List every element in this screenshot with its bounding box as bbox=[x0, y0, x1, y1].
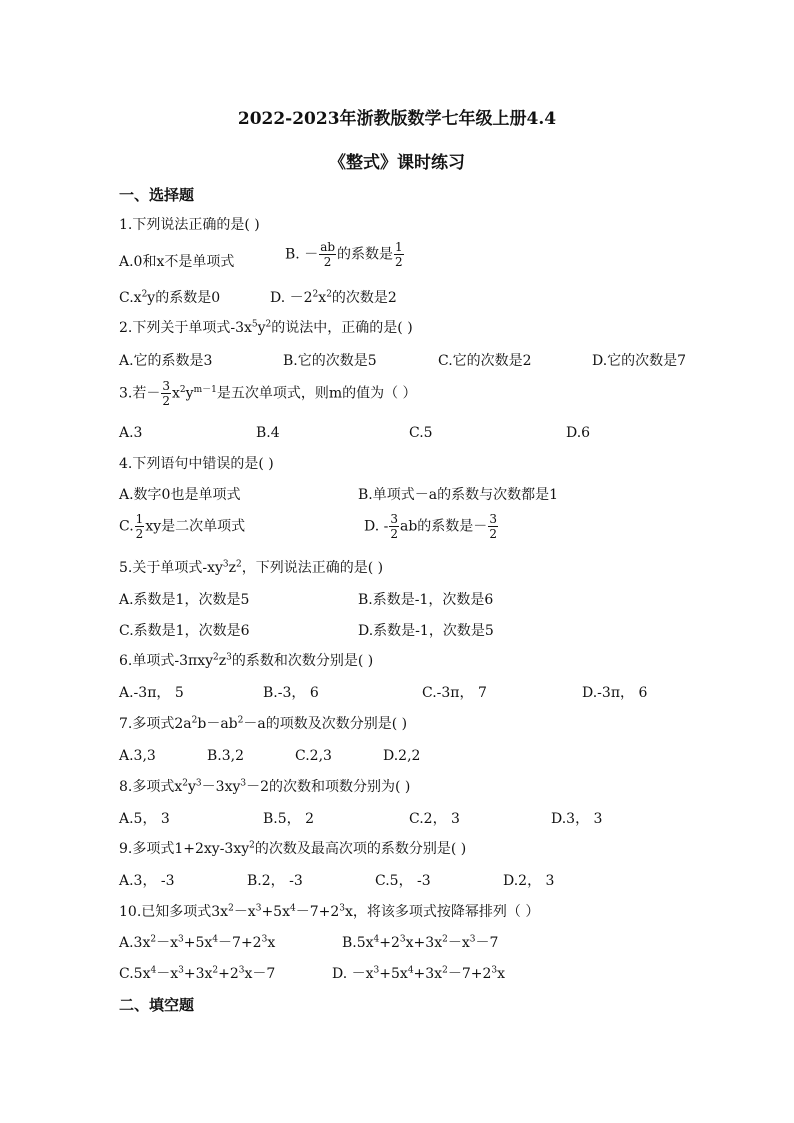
q4-option-c: C. $\frac{1}{2}$ xy是二次单项式 bbox=[119, 512, 246, 541]
q10-option-a: $A.3x^2-x^3+5x^4-7+2^3x$ bbox=[119, 934, 276, 951]
q2-option-d: D.它的次数是7 bbox=[592, 353, 687, 369]
q10-option-c: $C.5x^4-x^3+3x^2+2^3x-7$ bbox=[119, 965, 276, 982]
question-2-stem: 2.下列关于单项式$-3x^5y^2$的说法中，正确的是( ) bbox=[119, 319, 413, 336]
doc-title-line2: 《整式》课时练习 bbox=[329, 153, 465, 173]
q4-option-b: B.单项式－a的系数与次数都是1 bbox=[358, 487, 558, 503]
q2-option-b: B.它的次数是5 bbox=[283, 353, 377, 369]
question-10-stem: 10.已知多项式$3x^2-x^3+5x^4-7+2^3x$，将该多项式按降幂排列（ ） bbox=[119, 903, 540, 920]
q5-option-b: B.系数是-1，次数是6 bbox=[358, 592, 494, 608]
q6-option-d: D.-3π， 6 bbox=[582, 685, 648, 701]
q8-option-b: B.5， 2 bbox=[263, 811, 315, 827]
q9-option-c: C.5， -3 bbox=[375, 873, 431, 889]
q5-option-a: A.系数是1，次数是5 bbox=[119, 592, 250, 608]
q3-option-d: D.6 bbox=[566, 425, 591, 441]
q4-option-a: A.数字0也是单项式 bbox=[119, 487, 241, 503]
q8-option-a: A.5， 3 bbox=[119, 811, 170, 827]
q9-option-b: B.2， -3 bbox=[247, 873, 303, 889]
question-6-stem: 6.单项式$-3\pi xy^2z^3$的系数和次数分别是( ) bbox=[119, 652, 374, 669]
section-choice-heading: 一、选择题 bbox=[119, 186, 195, 204]
q6-option-c: C.-3π， 7 bbox=[422, 685, 487, 701]
question-1-stem: 1.下列说法正确的是( ) bbox=[119, 217, 260, 233]
section-fill-heading: 二、填空题 bbox=[119, 996, 195, 1014]
question-9-stem: 9.多项式$1+2xy-3xy^2$的次数及最高次项的系数分别是( ) bbox=[119, 840, 467, 857]
q8-option-d: D.3， 3 bbox=[551, 811, 603, 827]
q2-option-c: C.它的次数是2 bbox=[438, 353, 532, 369]
q6-option-b: B.-3， 6 bbox=[263, 685, 319, 701]
question-3-stem: 3.若－ $\frac{3}{2}$ $x^2y^{m-1}$是五次单项式，则m的值为（ ） bbox=[119, 379, 417, 408]
q9-option-d: D.2， 3 bbox=[503, 873, 555, 889]
q9-option-a: A.3， -3 bbox=[119, 873, 175, 889]
q10-option-b: $B.5x^4+2^3x+3x^2-x^3-7$ bbox=[342, 934, 499, 951]
q1-option-d: D. $-2^2x^2$的次数是2 bbox=[270, 289, 397, 306]
q3-option-b: B.4 bbox=[256, 425, 280, 441]
q5-option-d: D.系数是-1，次数是5 bbox=[358, 623, 494, 639]
question-7-stem: 7.多项式$2a^2b-ab^2-a$的项数及次数分别是( ) bbox=[119, 715, 408, 732]
q2-option-a: A.它的系数是3 bbox=[119, 353, 213, 369]
q7-option-c: C.2,3 bbox=[295, 748, 332, 764]
q4-option-d: D. - $\frac{3}{2}$ ab的系数是－ $\frac{3}{2}$ bbox=[364, 512, 497, 541]
q3-option-a: A.3 bbox=[119, 425, 143, 441]
q1-option-a: A.0和x不是单项式 bbox=[119, 254, 235, 270]
q6-option-a: A.-3π， 5 bbox=[119, 685, 184, 701]
q7-option-d: D.2,2 bbox=[383, 748, 421, 764]
question-5-stem: 5.关于单项式$-xy^3z^2$，下列说法正确的是( ) bbox=[119, 559, 384, 576]
q8-option-c: C.2， 3 bbox=[409, 811, 460, 827]
q7-option-a: A.3,3 bbox=[119, 748, 156, 764]
doc-title-line1: 2022-2023年浙教版数学七年级上册4.4 bbox=[237, 109, 557, 129]
q10-option-d: D. $-x^3+5x^4+3x^2-7+2^3x$ bbox=[332, 965, 506, 982]
q3-option-c: C.5 bbox=[409, 425, 433, 441]
q1-option-b: B. － $\frac{ab}{2}$ 的系数是 $\frac{1}{2}$ bbox=[285, 240, 403, 269]
question-8-stem: 8.多项式$x^2y^3-3xy^3-2$的次数和项数分别为( ) bbox=[119, 778, 411, 795]
q5-option-c: C.系数是1，次数是6 bbox=[119, 623, 250, 639]
q1-option-c: $C.x^2y$的系数是0 bbox=[119, 289, 221, 306]
question-4-stem: 4.下列语句中错误的是( ) bbox=[119, 456, 274, 472]
q7-option-b: B.3,2 bbox=[207, 748, 245, 764]
